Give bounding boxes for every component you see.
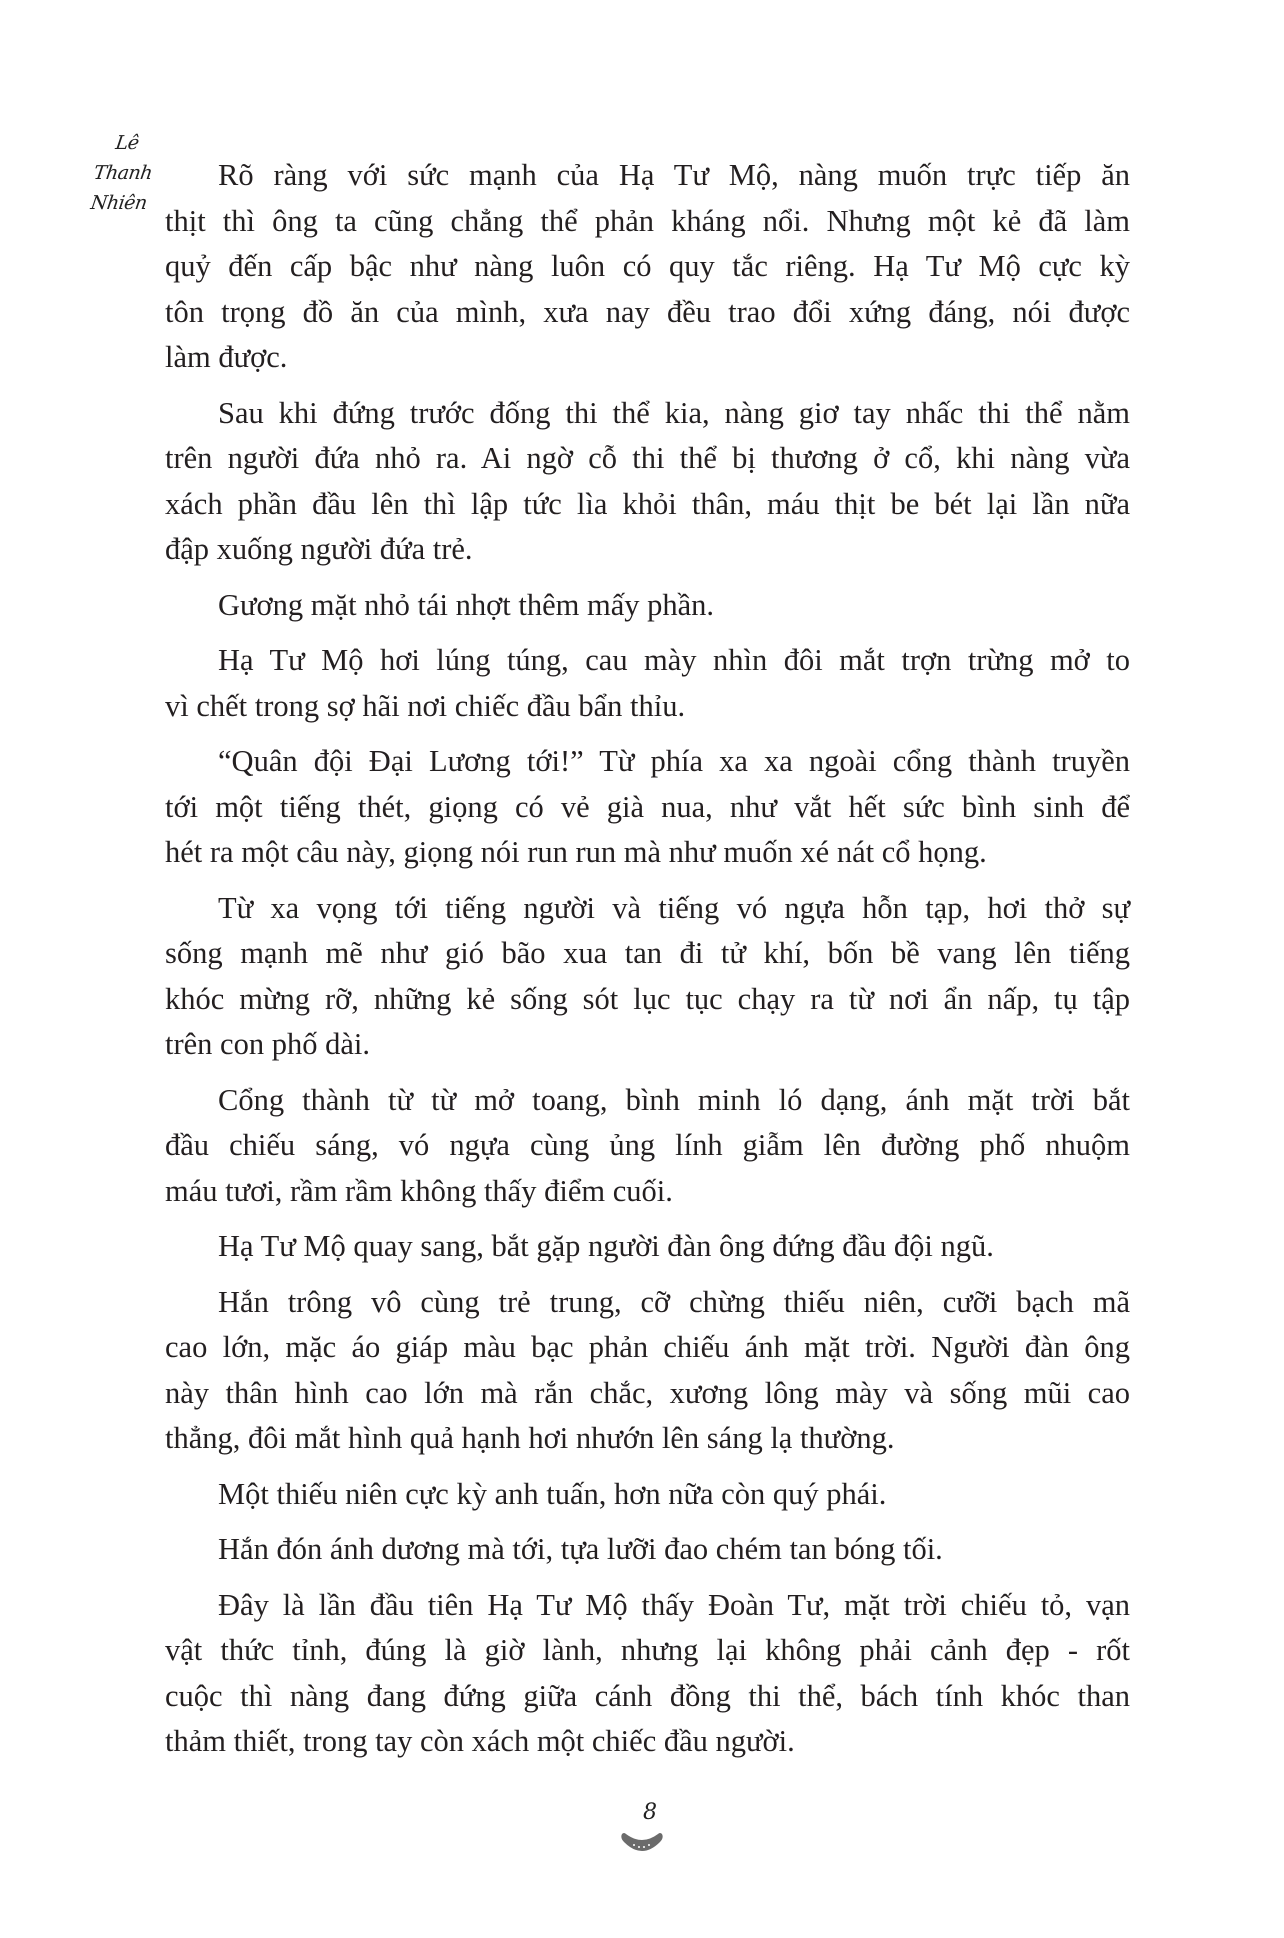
page-ornament-icon: [620, 1830, 664, 1858]
paragraph: [165, 1224, 1130, 1270]
text-line: đầu chiếu sáng, vó ngựa cùng ủng lính giẫm lên đường phố nhuộm: [165, 1128, 1130, 1162]
body-text: [165, 153, 1130, 1775]
text-line: Cổng thành từ từ mở toang, bình minh ló dạng, ánh mặt trời bắt: [218, 1082, 1130, 1117]
text-line: thảm thiết, trong tay còn xách một chiếc đầu người.: [165, 1724, 795, 1758]
text-line: máu tươi, rầm rầm không thấy điểm cuối.: [165, 1173, 673, 1208]
text-line: trên người đứa nhỏ ra. Ai ngờ cỗ thi thể bị thương ở cổ, khi nàng vừa: [165, 441, 1130, 475]
text-line: thịt thì ông ta cũng chẳng thể phản kháng nổi. Nhưng một kẻ đã làm: [165, 203, 1130, 238]
text-line: Hắn trông vô cùng trẻ trung, cỡ chừng thiếu niên, cưỡi bạch mã: [218, 1284, 1130, 1319]
paragraph: [165, 886, 1130, 1068]
text-line: khóc mừng rỡ, những kẻ sống sót lục tục chạy ra từ nơi ẩn nấp, tụ tập: [165, 981, 1130, 1016]
paragraph: [165, 638, 1130, 729]
text-line: tới một tiếng thét, giọng có vẻ già nua, như vắt hết sức bình sinh để: [165, 789, 1130, 824]
text-line: trên con phố dài.: [165, 1027, 370, 1061]
text-line: xách phần đầu lên thì lập tức lìa khỏi thân, máu thịt be bét lại lần nữa: [165, 486, 1130, 521]
paragraph: [165, 153, 1130, 381]
text-line: vật thức tỉnh, đúng là giờ lành, nhưng lại không phải cảnh đẹp - rốt: [165, 1633, 1130, 1667]
text-line: sống mạnh mẽ như gió bão xua tan đi tử khí, bốn bề vang lên tiếng: [165, 936, 1130, 970]
text-line: Hạ Tư Mộ hơi lúng túng, cau mày nhìn đôi mắt trợn trừng mở to: [218, 643, 1130, 677]
paragraph: [165, 1472, 1130, 1518]
author-logo-line: Nhiên: [89, 192, 149, 214]
text-line: này thân hình cao lớn mà rắn chắc, xương lông mày và sống mũi cao: [165, 1375, 1130, 1410]
author-logo: [82, 128, 165, 218]
author-logo-line: Thanh: [92, 162, 154, 184]
text-line: Đây là lần đầu tiên Hạ Tư Mộ thấy Đoàn Tư, mặt trời chiếu tỏ, vạn: [218, 1587, 1130, 1622]
paragraph: [165, 739, 1130, 876]
text-line: “Quân đội Đại Lương tới!” Từ phía xa xa ngoài cổng thành truyền: [218, 744, 1130, 778]
text-line: cuộc thì nàng đang đứng giữa cánh đồng thi thể, bách tính khóc than: [165, 1678, 1130, 1713]
text-line: Sau khi đứng trước đống thi thể kia, nàng giơ tay nhấc thi thể nằm: [218, 395, 1130, 430]
text-line: Từ xa vọng tới tiếng người và tiếng vó ngựa hỗn tạp, hơi thở sự: [218, 890, 1130, 925]
text-line: đập xuống người đứa trẻ.: [165, 532, 473, 566]
paragraph: [165, 391, 1130, 573]
paragraph: [165, 1280, 1130, 1462]
text-line: Một thiếu niên cực kỳ anh tuấn, hơn nữa còn quý phái.: [218, 1476, 887, 1511]
text-line: Hạ Tư Mộ quay sang, bắt gặp người đàn ông đứng đầu đội ngũ.: [218, 1229, 994, 1263]
page-number: 8: [643, 1800, 657, 1825]
text-line: vì chết trong sợ hãi nơi chiếc đầu bẩn thỉu.: [165, 688, 686, 723]
paragraph: [165, 1527, 1130, 1573]
text-line: làm được.: [165, 340, 288, 374]
text-line: Gương mặt nhỏ tái nhợt thêm mấy phần.: [218, 587, 715, 622]
author-logo-line: Lê: [114, 132, 141, 154]
text-line: Hắn đón ánh dương mà tới, tựa lưỡi đao chém tan bóng tối.: [218, 1532, 943, 1566]
text-line: cao lớn, mặc áo giáp màu bạc phản chiếu ánh mặt trời. Người đàn ông: [165, 1330, 1130, 1364]
text-line: hét ra một câu này, giọng nói run run mà như muốn xé nát cổ họng.: [165, 835, 987, 869]
text-line: quỷ đến cấp bậc như nàng luôn có quy tắc riêng. Hạ Tư Mộ cực kỳ: [165, 249, 1130, 283]
paragraph: [165, 583, 1130, 629]
text-line: thẳng, đôi mắt hình quả hạnh hơi nhướn lên sáng lạ thường.: [165, 1421, 895, 1455]
paragraph: [165, 1078, 1130, 1215]
text-line: tôn trọng đồ ăn của mình, xưa nay đều trao đổi xứng đáng, nói được: [165, 294, 1130, 329]
paragraph: [165, 1583, 1130, 1765]
text-line: Rõ ràng với sức mạnh của Hạ Tư Mộ, nàng muốn trực tiếp ăn: [218, 158, 1130, 192]
